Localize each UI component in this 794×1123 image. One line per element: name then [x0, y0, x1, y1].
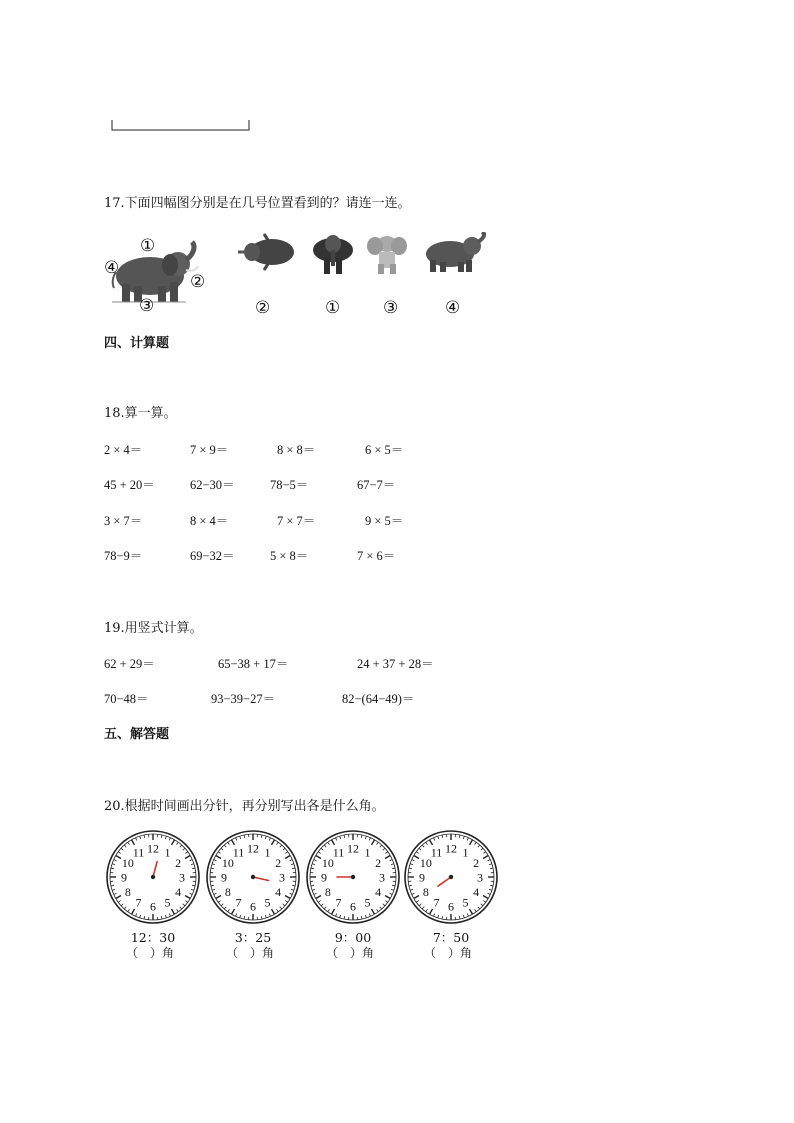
clock-number: 4 [175, 885, 182, 899]
q18-expr: 45 + 20＝ [104, 478, 155, 492]
angle-answer-blank[interactable]: （ ）角 [325, 946, 374, 960]
clock-number: 7 [335, 895, 342, 910]
clock-number: 5 [264, 895, 271, 910]
clock-time-label: 12：30 [130, 930, 176, 945]
clock-number: 12 [347, 841, 359, 856]
clock-number: 11 [430, 845, 443, 860]
q18-expr: 78−5＝ [270, 478, 309, 492]
clock-number: 12 [247, 841, 259, 856]
clock-number: 5 [164, 895, 171, 910]
clock-number: 11 [332, 845, 345, 860]
angle-answer-blank[interactable]: （ ）角 [423, 946, 472, 960]
q19-expr: 24 + 37 + 28＝ [357, 657, 434, 671]
elephant-view-back [364, 230, 410, 276]
q18-expr: 6 × 5＝ [365, 443, 404, 457]
clock-face [204, 828, 302, 926]
clock-number: 3 [179, 870, 185, 885]
clock-number: 2 [375, 856, 382, 870]
clock-number: 7 [433, 895, 440, 910]
q18-expr: 7 × 9＝ [190, 443, 229, 457]
elephant-view-side [420, 232, 490, 274]
angle-answer-blank[interactable]: （ ）角 [225, 946, 274, 960]
clock-number: 4 [375, 885, 382, 899]
clock-number: 3 [477, 870, 483, 885]
q18-expr: 5 × 8＝ [270, 549, 309, 563]
elephant-view-front [310, 230, 356, 276]
clock-number: 1 [264, 845, 271, 860]
q18-expr: 8 × 4＝ [190, 514, 229, 528]
clock-number: 9 [121, 870, 127, 885]
question-18-text: 18.算一算。 [104, 406, 177, 421]
clock-number: 1 [164, 845, 171, 860]
q18-expr: 9 × 5＝ [365, 514, 404, 528]
clock-number: 12 [445, 841, 457, 856]
q18-expr: 62−30＝ [190, 478, 235, 492]
clock-number: 3 [279, 870, 285, 885]
question-19-text: 19.用竖式计算。 [104, 621, 203, 636]
q18-expr: 7 × 7＝ [277, 514, 316, 528]
clock-face [402, 828, 500, 926]
q18-expr: 2 × 4＝ [104, 443, 143, 457]
elephant-view-top [238, 232, 300, 272]
angle-answer-blank[interactable]: （ ）角 [125, 946, 174, 960]
answer-box-bracket [110, 118, 252, 132]
clock-number: 4 [473, 885, 480, 899]
q18-expr: 3 × 7＝ [104, 514, 143, 528]
q19-expr: 65−38 + 17＝ [218, 657, 289, 671]
q19-expr: 82−(64−49)＝ [342, 692, 415, 706]
clock-number: 5 [462, 895, 469, 910]
clock-number: 10 [121, 856, 134, 870]
clock-number: 4 [275, 885, 282, 899]
q18-expr: 7 × 6＝ [357, 549, 396, 563]
clock-number: 6 [350, 899, 356, 914]
clock-number: 6 [150, 899, 156, 914]
clock-number: 6 [250, 899, 256, 914]
view-label-3: ③ [383, 298, 399, 318]
clock-number: 9 [419, 870, 425, 885]
clock-number: 1 [462, 845, 469, 860]
clock-number: 3 [379, 870, 385, 885]
q18-expr: 69−32＝ [190, 549, 235, 563]
position-2-label: ② [190, 272, 206, 292]
clock-number: 5 [364, 895, 371, 910]
position-4-label: ④ [104, 258, 120, 278]
clock-number: 11 [232, 845, 245, 860]
clock-time-label: 3：25 [234, 930, 272, 945]
clock-number: 6 [448, 899, 454, 914]
clock-number: 8 [224, 885, 231, 899]
q19-expr: 62 + 29＝ [104, 657, 155, 671]
clock-time-label: 9：00 [334, 930, 372, 945]
clock-time-label: 7：50 [432, 930, 470, 945]
clock-number: 8 [422, 885, 429, 899]
clock-number: 12 [147, 841, 159, 856]
section-5-title: 五、解答题 [104, 727, 170, 742]
clock-number: 9 [321, 870, 327, 885]
position-1-label: ① [140, 236, 156, 256]
clock-number: 7 [235, 895, 242, 910]
view-label-2: ① [325, 298, 341, 318]
view-label-1: ② [255, 298, 271, 318]
clock-number: 2 [473, 856, 480, 870]
clock-number: 9 [221, 870, 227, 885]
clock-number: 1 [364, 845, 371, 860]
clock-number: 8 [324, 885, 331, 899]
clock-number: 2 [175, 856, 182, 870]
question-20-text: 20.根据时间画出分针，再分别写出各是什么角。 [104, 799, 385, 814]
clock-number: 10 [321, 856, 334, 870]
clock-number: 10 [221, 856, 234, 870]
q19-expr: 93−39−27＝ [211, 692, 276, 706]
clock-face [304, 828, 402, 926]
question-17-text: 17.下面四幅图分别是在几号位置看到的？请连一连。 [104, 196, 411, 211]
q18-expr: 8 × 8＝ [277, 443, 316, 457]
clock-face [104, 828, 202, 926]
view-label-4: ④ [445, 298, 461, 318]
clock-number: 7 [135, 895, 142, 910]
clock-number: 8 [124, 885, 131, 899]
q18-expr: 78−9＝ [104, 549, 143, 563]
q19-expr: 70−48＝ [104, 692, 149, 706]
q18-expr: 67−7＝ [357, 478, 396, 492]
clock-number: 2 [275, 856, 282, 870]
position-3-label: ③ [139, 296, 155, 316]
clock-number: 10 [419, 856, 432, 870]
section-4-title: 四、计算题 [104, 336, 170, 351]
clock-number: 11 [132, 845, 145, 860]
